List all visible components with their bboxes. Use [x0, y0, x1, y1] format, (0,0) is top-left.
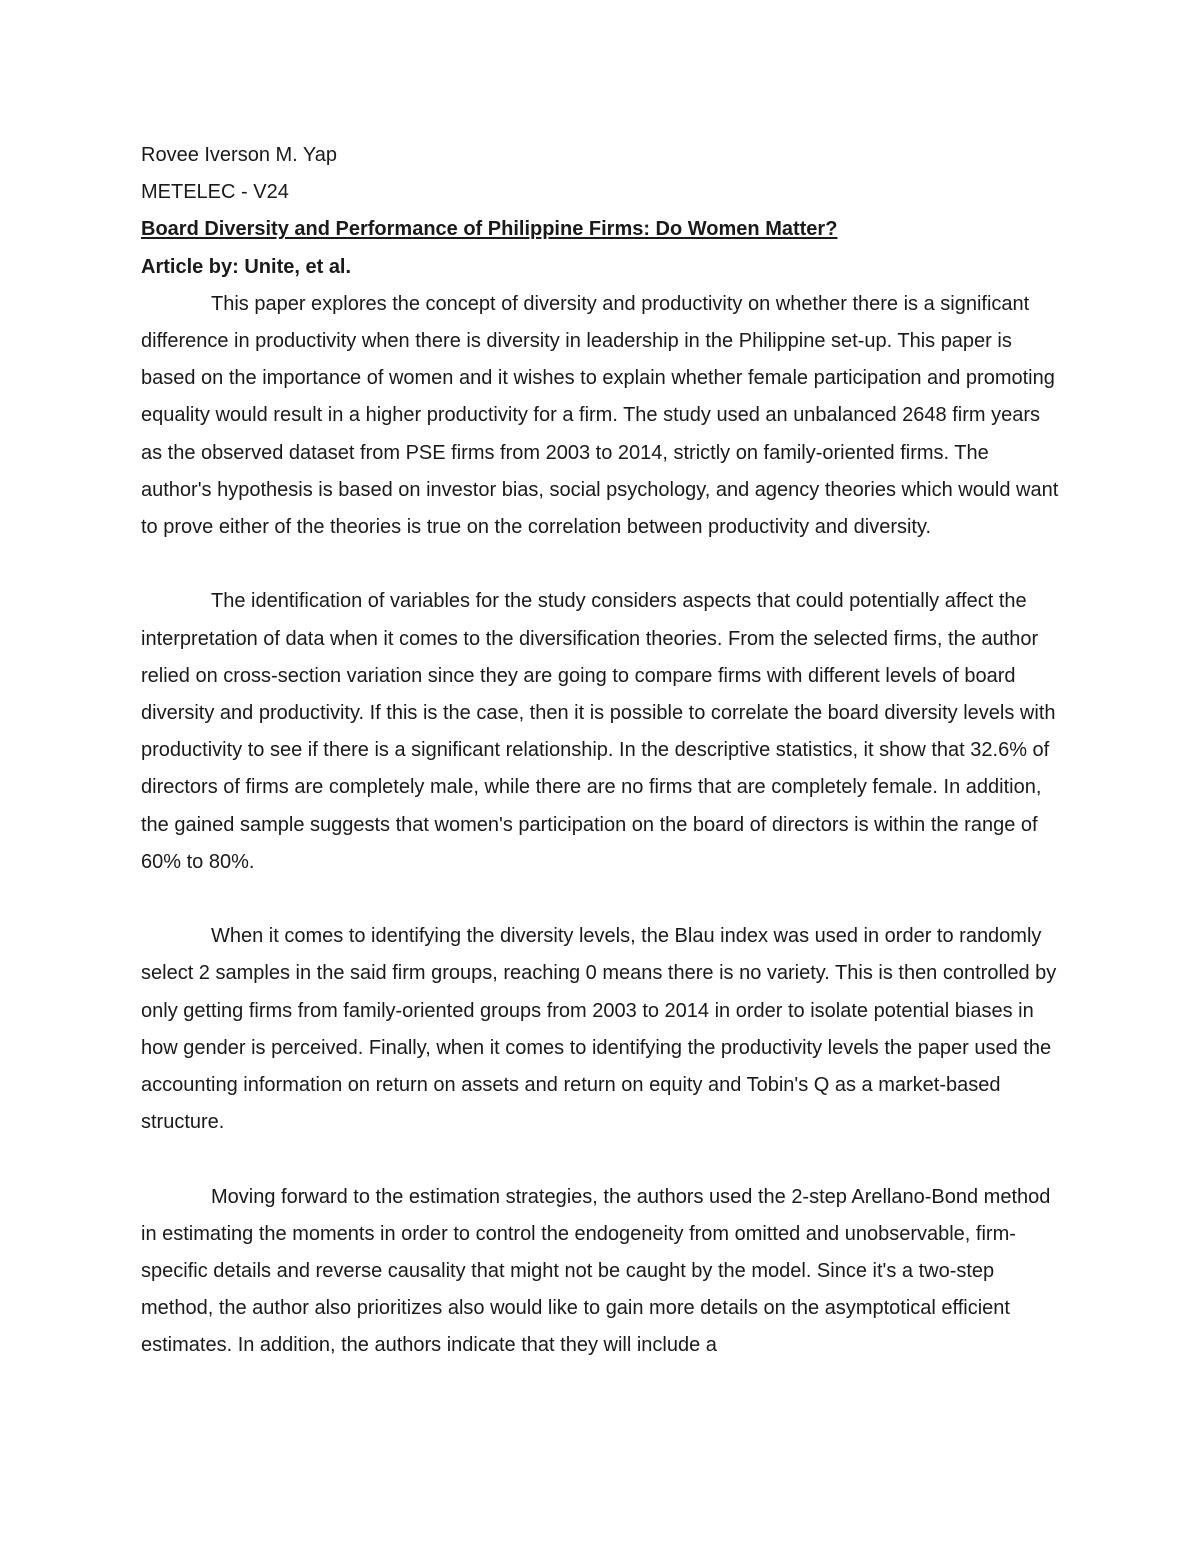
document-body [141, 137, 1061, 1365]
article-byline: Article by: Unite, et al. [141, 255, 352, 278]
author-name: Rovee Iverson M. Yap [141, 144, 338, 166]
article-title: Board Diversity and Performance of Philippine Firms: Do Women Matter? [141, 218, 838, 241]
paragraph-3: When it comes to identifying the diversity levels, the Blau index was used in order to randomly select 2 samples in the said firm groups, reaching 0 means there is no variety. This is then controlled by only getting firms from family-oriented groups from 2003 to 2014 in order to isolate potential biases in how gender is perceived. Finally, when it comes to identifying the productivity levels the paper used the accounting information on return on assets and return on equity and Tobin's Q as a market-based structure. [141, 925, 1057, 1134]
course-code: METELEC - V24 [141, 181, 289, 204]
paragraph-1: This paper explores the concept of diversity and productivity on whether there is a significant difference in productivity when there is diversity in leadership in the Philippine set-up. This paper is based on the importance of women and it wishes to explain whether female participation and promoting equality would result in a higher productivity for a firm. The study used an unbalanced 2648 firm years as the observed dataset from PSE firms from 2003 to 2014, strictly on family-oriented firms. The author's hypothesis is based on investor bias, social psychology, and agency theories which would want to prove either of the theories is true on the correlation between productivity and diversity. [141, 292, 1059, 539]
paragraph-4: Moving forward to the estimation strategies, the authors used the 2-step Arellano-Bond method in estimating the moments in order to control the endogeneity from omitted and unobservable, firm-specific details and reverse causality that might not be caught by the model. Since it's a two-step method, the author also prioritizes also would like to gain more details on the asymptotical efficient estimates. In addition, the authors indicate that they will include a [141, 1185, 1051, 1357]
paragraph-2: The identification of variables for the study considers aspects that could potentially affect the interpretation of data when it comes to the diversification theories. From the selected firms, the author relied on cross-section variation since they are going to compare firms with different levels of board diversity and productivity. If this is the case, then it is possible to correlate the board diversity levels with productivity to see if there is a significant relationship. In the descriptive statistics, it show that 32.6% of directors of firms are completely male, while there are no firms that are completely female. In addition, the gained sample suggests that women's participation on the board of directors is within the range of 60% to 80%. [141, 590, 1056, 873]
